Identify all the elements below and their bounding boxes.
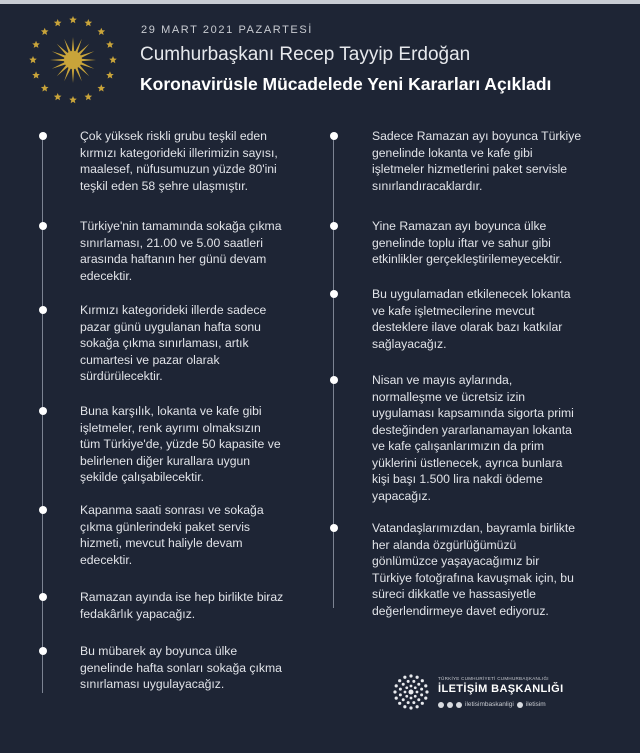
item-text: Bu mübarek ay boyunca ülke genelinde hafta sonları sokağa çıkma sınırlaması uygulayacağız. (80, 644, 282, 691)
twitter-icon[interactable] (447, 702, 453, 708)
social-handle-2[interactable]: iletisim (525, 701, 546, 708)
item-text: Kapanma saati sonrası ve sokağa çıkma günlerindeki paket servis hizmeti, mevcut haliyle devam edecektir. (80, 503, 264, 567)
item-text: Vatandaşlarımızdan, bayramla birlikte her alanda özgürlüğümüzü gönlümüzce yaşayacağımız bir Türkiye fotoğrafına kavuşmak için, bu süreci dikkatle ve hassasiyetle değerlendirmeye davet ediyoruz. (372, 521, 575, 618)
footer-brand: İLETİŞİM BAŞKANLIĞI (438, 683, 564, 695)
item-text: Yine Ramazan ayı boyunca ülke genelinde toplu iftar ve sahur gibi etkinlikler gerçekleştirilemeyecektir. (372, 219, 563, 266)
headline: Cumhurbaşkanı Recep Tayyip Erdoğan (140, 44, 471, 65)
social-links (438, 701, 546, 708)
timeline-line (333, 138, 334, 608)
bullet-dot (39, 132, 47, 140)
bullet-dot (330, 376, 338, 384)
item-text: Bu uygulamadan etkilenecek lokanta ve kafe işletmecilerine mevcut desteklere ilave olarak bazı katkılar sağlayacağız. (372, 287, 571, 351)
bullet-dot (39, 407, 47, 415)
page-title: Koronavirüsle Mücadelede Yeni Kararları Açıkladı (140, 74, 552, 94)
item-text: Çok yüksek riskli grubu teşkil eden kırmızı kategorideki illerimizin sayısı, maalesef, nüfusumuzun yüzde 80'ini teşkil eden 58 şehre ulaşmıştır. (80, 129, 278, 193)
presidential-emblem-icon (27, 14, 119, 106)
web-icon[interactable] (517, 702, 523, 708)
instagram-icon[interactable] (456, 702, 462, 708)
top-bar (0, 0, 640, 4)
item-text: Sadece Ramazan ayı boyunca Türkiye genelinde lokanta ve kafe gibi işletmeler hizmetlerini paket servisle sınırlandıracaklardır. (372, 129, 582, 193)
bullet-dot (39, 222, 47, 230)
item-text: Türkiye'nin tamamında sokağa çıkma sınırlaması, 21.00 ve 5.00 saatleri arasında haftanın her günü devam edecektir. (80, 219, 282, 283)
item-text: Kırmızı kategorideki illerde sadece pazar günü uygulanan hafta sonu sokağa çıkma sınırlaması, artık cumartesi ve pazar olarak sürdürülecektir. (80, 303, 267, 383)
bullet-dot (330, 524, 338, 532)
item-text: Nisan ve mayıs aylarında, normalleşme ve ücretsiz izin uygulaması kapsamında sigorta primi desteğinden yararlanamayan lokanta ve kafe çalışanlarımızın da prim yüklerini üstlenecek, ayrıca bunlara kişi başı 1.500 lira nakdi ödeme yapacağız. (372, 373, 574, 503)
item-text: Buna karşılık, lokanta ve kafe gibi işletmeler, renk ayrımı olmaksızın tüm Türkiye'de, yüzde 50 kapasite ve belirlenen diğer kurallara uygun şekilde çalışabilecektir. (80, 404, 281, 484)
bullet-dot (330, 132, 338, 140)
bullet-dot (39, 593, 47, 601)
bullet-dot (39, 647, 47, 655)
social-handle[interactable]: iletisimbaskanligi (465, 701, 514, 708)
bullet-dot (39, 306, 47, 314)
bullet-dot (39, 506, 47, 514)
footer-subtitle: TÜRKİYE CUMHURİYETİ CUMHURBAŞKANLIĞI (438, 676, 549, 681)
bullet-dot (330, 222, 338, 230)
bullet-dot (330, 290, 338, 298)
facebook-icon[interactable] (438, 702, 444, 708)
date-label: 29 MART 2021 PAZARTESİ (141, 24, 313, 36)
item-text: Ramazan ayında ise hep birlikte biraz fedakârlık yapacağız. (80, 590, 284, 621)
communications-logo-icon (393, 674, 429, 710)
